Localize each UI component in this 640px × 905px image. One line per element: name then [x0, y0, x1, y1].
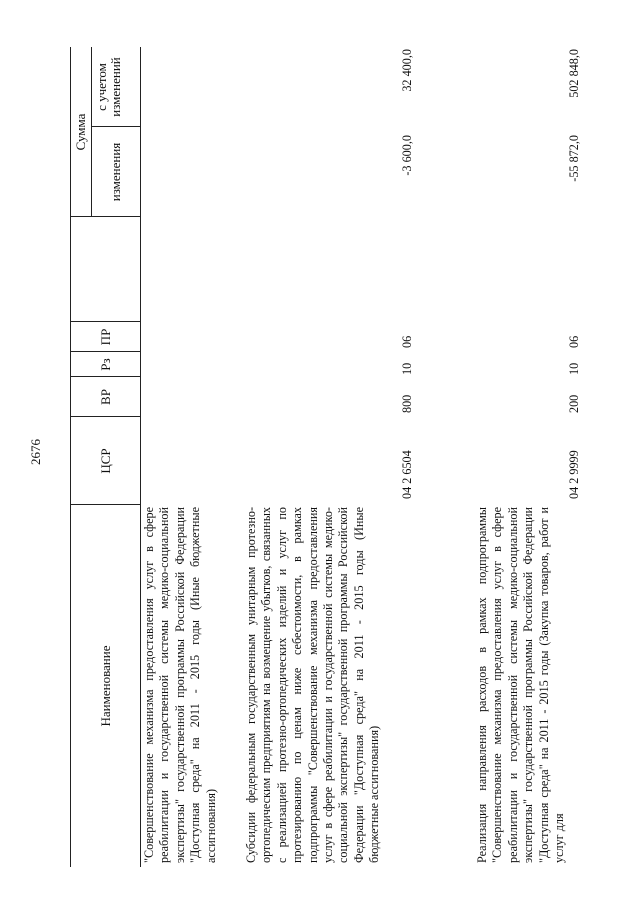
header-changes: изменения [108, 142, 123, 202]
row-total: 502 848,0 [567, 49, 581, 98]
row-total: 32 400,0 [400, 49, 414, 92]
page-number: 2676 [28, 439, 43, 465]
row-csr: 04 2 6504 [400, 450, 414, 499]
header-csr: ЦСР [98, 448, 113, 474]
row-vr: 200 [567, 394, 581, 413]
row-rz: 10 [400, 362, 414, 375]
row-csr: 04 2 9999 [567, 450, 581, 499]
row-name: Реализация направления расходов в рамках подпрограммы "Совершенствование механизма предоставления услуг в сфере реабилитации и государственной системы медико-социальной экспертизы" государственной программы Российской Федерации "Доступная среда" на 2011 - 2015 годы (Закупка товаров, работ и услуг для [475, 507, 567, 863]
header-rz: Рз [98, 358, 113, 371]
header-with-changes: с учетом изменений [94, 57, 123, 117]
row-change: -55 872,0 [567, 135, 581, 182]
budget-table [70, 47, 590, 867]
row-name: "Совершенствование механизма предоставления услуг в сфере реабилитации и государственной системы медико-социальной экспертизы" государственной программы Российской Федерации "Доступная среда" на 2011 - 2015 годы (Иные бюджетные ассигнования) [142, 507, 218, 863]
sum-subheader-line [91, 47, 92, 217]
header-sum: Сумма [73, 113, 88, 151]
header-vr: ВР [98, 389, 113, 405]
table-border-top [70, 47, 71, 867]
row-vr: 800 [400, 394, 414, 413]
header-bottom-line [140, 47, 141, 867]
row-pr: 06 [400, 335, 414, 348]
header-name: Наименование [98, 645, 113, 727]
row-pr: 06 [567, 335, 581, 348]
row-rz: 10 [567, 362, 581, 375]
row-name: Субсидии федеральным государственным унитарным протезно-ортопедическим предприятиям на возмещение убытков, связанных с реализацией протезно-ортопедических изделий и услуг по протезированию по ценам ниже себестоимости, в рамках подпрограммы "Совершенствование механизма предоставления услуг в сфере реабилитации и государственной системы медико-социальной экспертизы" государственной программы Российской Федерации "Доступная среда" на 2011 - 2015 годы (Иные бюджетные ассигнования) [244, 507, 382, 863]
header-pr: ПР [98, 328, 113, 346]
row-change: -3 600,0 [400, 135, 414, 176]
